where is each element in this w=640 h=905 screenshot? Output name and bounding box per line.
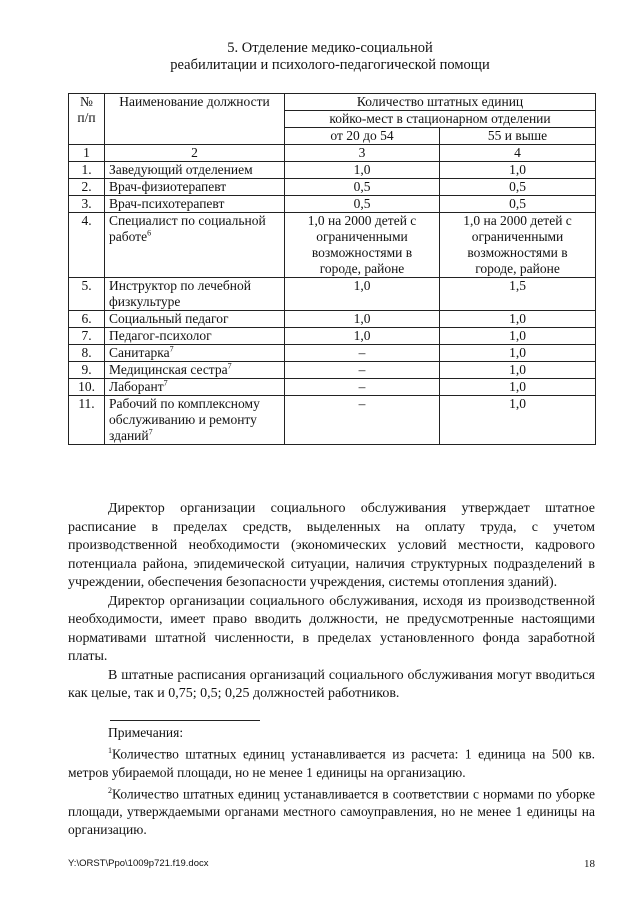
- table-row: [69, 345, 596, 362]
- table-row: [69, 311, 596, 328]
- row-number: 3.: [69, 196, 105, 213]
- position-name-text: Специалист по социальной работе: [109, 213, 266, 244]
- footnote-1: [68, 742, 595, 782]
- value-col-b: 0,5: [440, 179, 596, 196]
- position-name-text: Врач-физиотерапевт: [109, 179, 227, 194]
- position-name-text: Социальный педагог: [109, 311, 229, 326]
- table-row: [69, 213, 596, 278]
- footnote-ref: 6: [147, 228, 152, 238]
- value-col-b: 1,0: [440, 162, 596, 179]
- row-number: 11.: [69, 396, 105, 445]
- table-row: [69, 396, 596, 445]
- index-cell: 4: [440, 145, 596, 162]
- value-col-a: 1,0 на 2000 детей с ограниченными возможностями в городе, районе: [285, 213, 440, 278]
- footnote-1-text: Количество штатных единиц устанавливается из расчета: 1 единица на 500 кв. метров убираемой площади, но не менее 1 единицы на организацию.: [68, 746, 595, 780]
- footnote-2-text: Количество штатных единиц устанавливается в соответствии с нормами по уборке площади, утверждаемыми органами местного самоуправления, но не менее 1 единицы на организацию.: [68, 786, 595, 837]
- header-num: № п/п: [69, 94, 105, 145]
- value-col-a: 1,0: [285, 162, 440, 179]
- table-row: [69, 162, 596, 179]
- position-name-text: Заведующий отделением: [109, 162, 253, 177]
- index-cell: 1: [69, 145, 105, 162]
- position-name: [105, 396, 285, 445]
- footnote-separator: [110, 720, 260, 721]
- table-row: [69, 278, 596, 311]
- value-col-a: 1,0: [285, 278, 440, 311]
- position-name-text: Инструктор по лечебной физкультуре: [109, 278, 251, 309]
- page-number: 18: [584, 858, 595, 870]
- section-title: [60, 40, 600, 74]
- position-name-text: Лаборант: [109, 379, 164, 394]
- file-path: Y:\ORST\Ppo\1009p721.f19.docx: [68, 858, 209, 869]
- paragraph-3: В штатные расписания организаций социального обслуживания могут вводиться как целые, так и 0,75; 0,5; 0,25 должностей работников.: [68, 667, 595, 701]
- row-number: 5.: [69, 278, 105, 311]
- section-title-line-1: 5. Отделение медико-социальной: [227, 40, 433, 56]
- position-name: [105, 179, 285, 196]
- table-row: [69, 328, 596, 345]
- value-col-a: 0,5: [285, 179, 440, 196]
- header-col-b: 55 и выше: [440, 128, 596, 145]
- footnote-2-mark: 2: [108, 785, 112, 795]
- value-col-b: 1,0 на 2000 детей с ограниченными возможностями в городе, районе: [440, 213, 596, 278]
- value-col-b: 1,0: [440, 396, 596, 445]
- section-title-line-2: реабилитации и психолого-педагогической помощи: [170, 57, 490, 73]
- header-col-a: от 20 до 54: [285, 128, 440, 145]
- position-name: [105, 278, 285, 311]
- footnotes: [68, 724, 595, 839]
- value-col-b: 1,5: [440, 278, 596, 311]
- paragraph-1: Директор организации социального обслуживания утверждает штатное расписание в пределах средств, выделенных на оплату труда, с учетом производственной необходимости (экономических условий местности, кадрового потенциала района, эпидемической ситуации, наличия структурных подразделений в учреждении, обеспечения безопасности учреждения, системы отопления зданий).: [68, 501, 595, 590]
- position-name-text: Врач-психотерапевт: [109, 196, 225, 211]
- value-col-b: 1,0: [440, 328, 596, 345]
- position-name: [105, 311, 285, 328]
- notes-heading: Примечания:: [108, 725, 184, 740]
- header-position: Наименование должности: [105, 94, 285, 145]
- footnote-ref: 7: [163, 378, 168, 388]
- position-name-text: Медицинская сестра: [109, 362, 228, 377]
- value-col-b: 1,0: [440, 379, 596, 396]
- body-text: [68, 500, 595, 704]
- table-row: [69, 379, 596, 396]
- header-count: Количество штатных единиц: [285, 94, 596, 111]
- position-name: [105, 379, 285, 396]
- position-name: [105, 345, 285, 362]
- row-number: 8.: [69, 345, 105, 362]
- value-col-b: 1,0: [440, 362, 596, 379]
- position-name: [105, 362, 285, 379]
- position-name: [105, 328, 285, 345]
- position-name-text: Педагог-психолог: [109, 328, 212, 343]
- position-name: [105, 162, 285, 179]
- position-name-text: Санитарка: [109, 345, 170, 360]
- table-index-row: [69, 145, 596, 162]
- position-name: [105, 213, 285, 278]
- value-col-b: 0,5: [440, 196, 596, 213]
- index-cell: 2: [105, 145, 285, 162]
- footnote-1-mark: 1: [108, 746, 112, 755]
- index-cell: 3: [285, 145, 440, 162]
- value-col-a: 0,5: [285, 196, 440, 213]
- table-header-row: [69, 94, 596, 111]
- row-number: 6.: [69, 311, 105, 328]
- value-col-b: 1,0: [440, 345, 596, 362]
- value-col-a: –: [285, 362, 440, 379]
- value-col-b: 1,0: [440, 311, 596, 328]
- row-number: 9.: [69, 362, 105, 379]
- row-number: 1.: [69, 162, 105, 179]
- footnote-ref: 7: [169, 344, 174, 354]
- table-row: [69, 362, 596, 379]
- value-col-a: –: [285, 345, 440, 362]
- position-name: [105, 196, 285, 213]
- table-row: [69, 196, 596, 213]
- value-col-a: 1,0: [285, 328, 440, 345]
- header-beds: койко-мест в стационарном отделении: [285, 111, 596, 128]
- paragraph-2: Директор организации социального обслуживания, исходя из производственной необходимости, имеет право вводить должности, не предусмотренные настоящими нормативами штатной численности, в пределах установленного фонда заработной платы.: [68, 593, 595, 664]
- table-row: [69, 179, 596, 196]
- staffing-table: [68, 93, 596, 445]
- footnote-ref: 7: [148, 427, 153, 437]
- value-col-a: –: [285, 379, 440, 396]
- row-number: 10.: [69, 379, 105, 396]
- row-number: 4.: [69, 213, 105, 278]
- row-number: 7.: [69, 328, 105, 345]
- footnote-2: [68, 782, 595, 840]
- position-name-text: Рабочий по комплексному обслуживанию и ремонту зданий: [109, 396, 260, 443]
- value-col-a: –: [285, 396, 440, 445]
- row-number: 2.: [69, 179, 105, 196]
- footnote-ref: 7: [227, 361, 232, 371]
- value-col-a: 1,0: [285, 311, 440, 328]
